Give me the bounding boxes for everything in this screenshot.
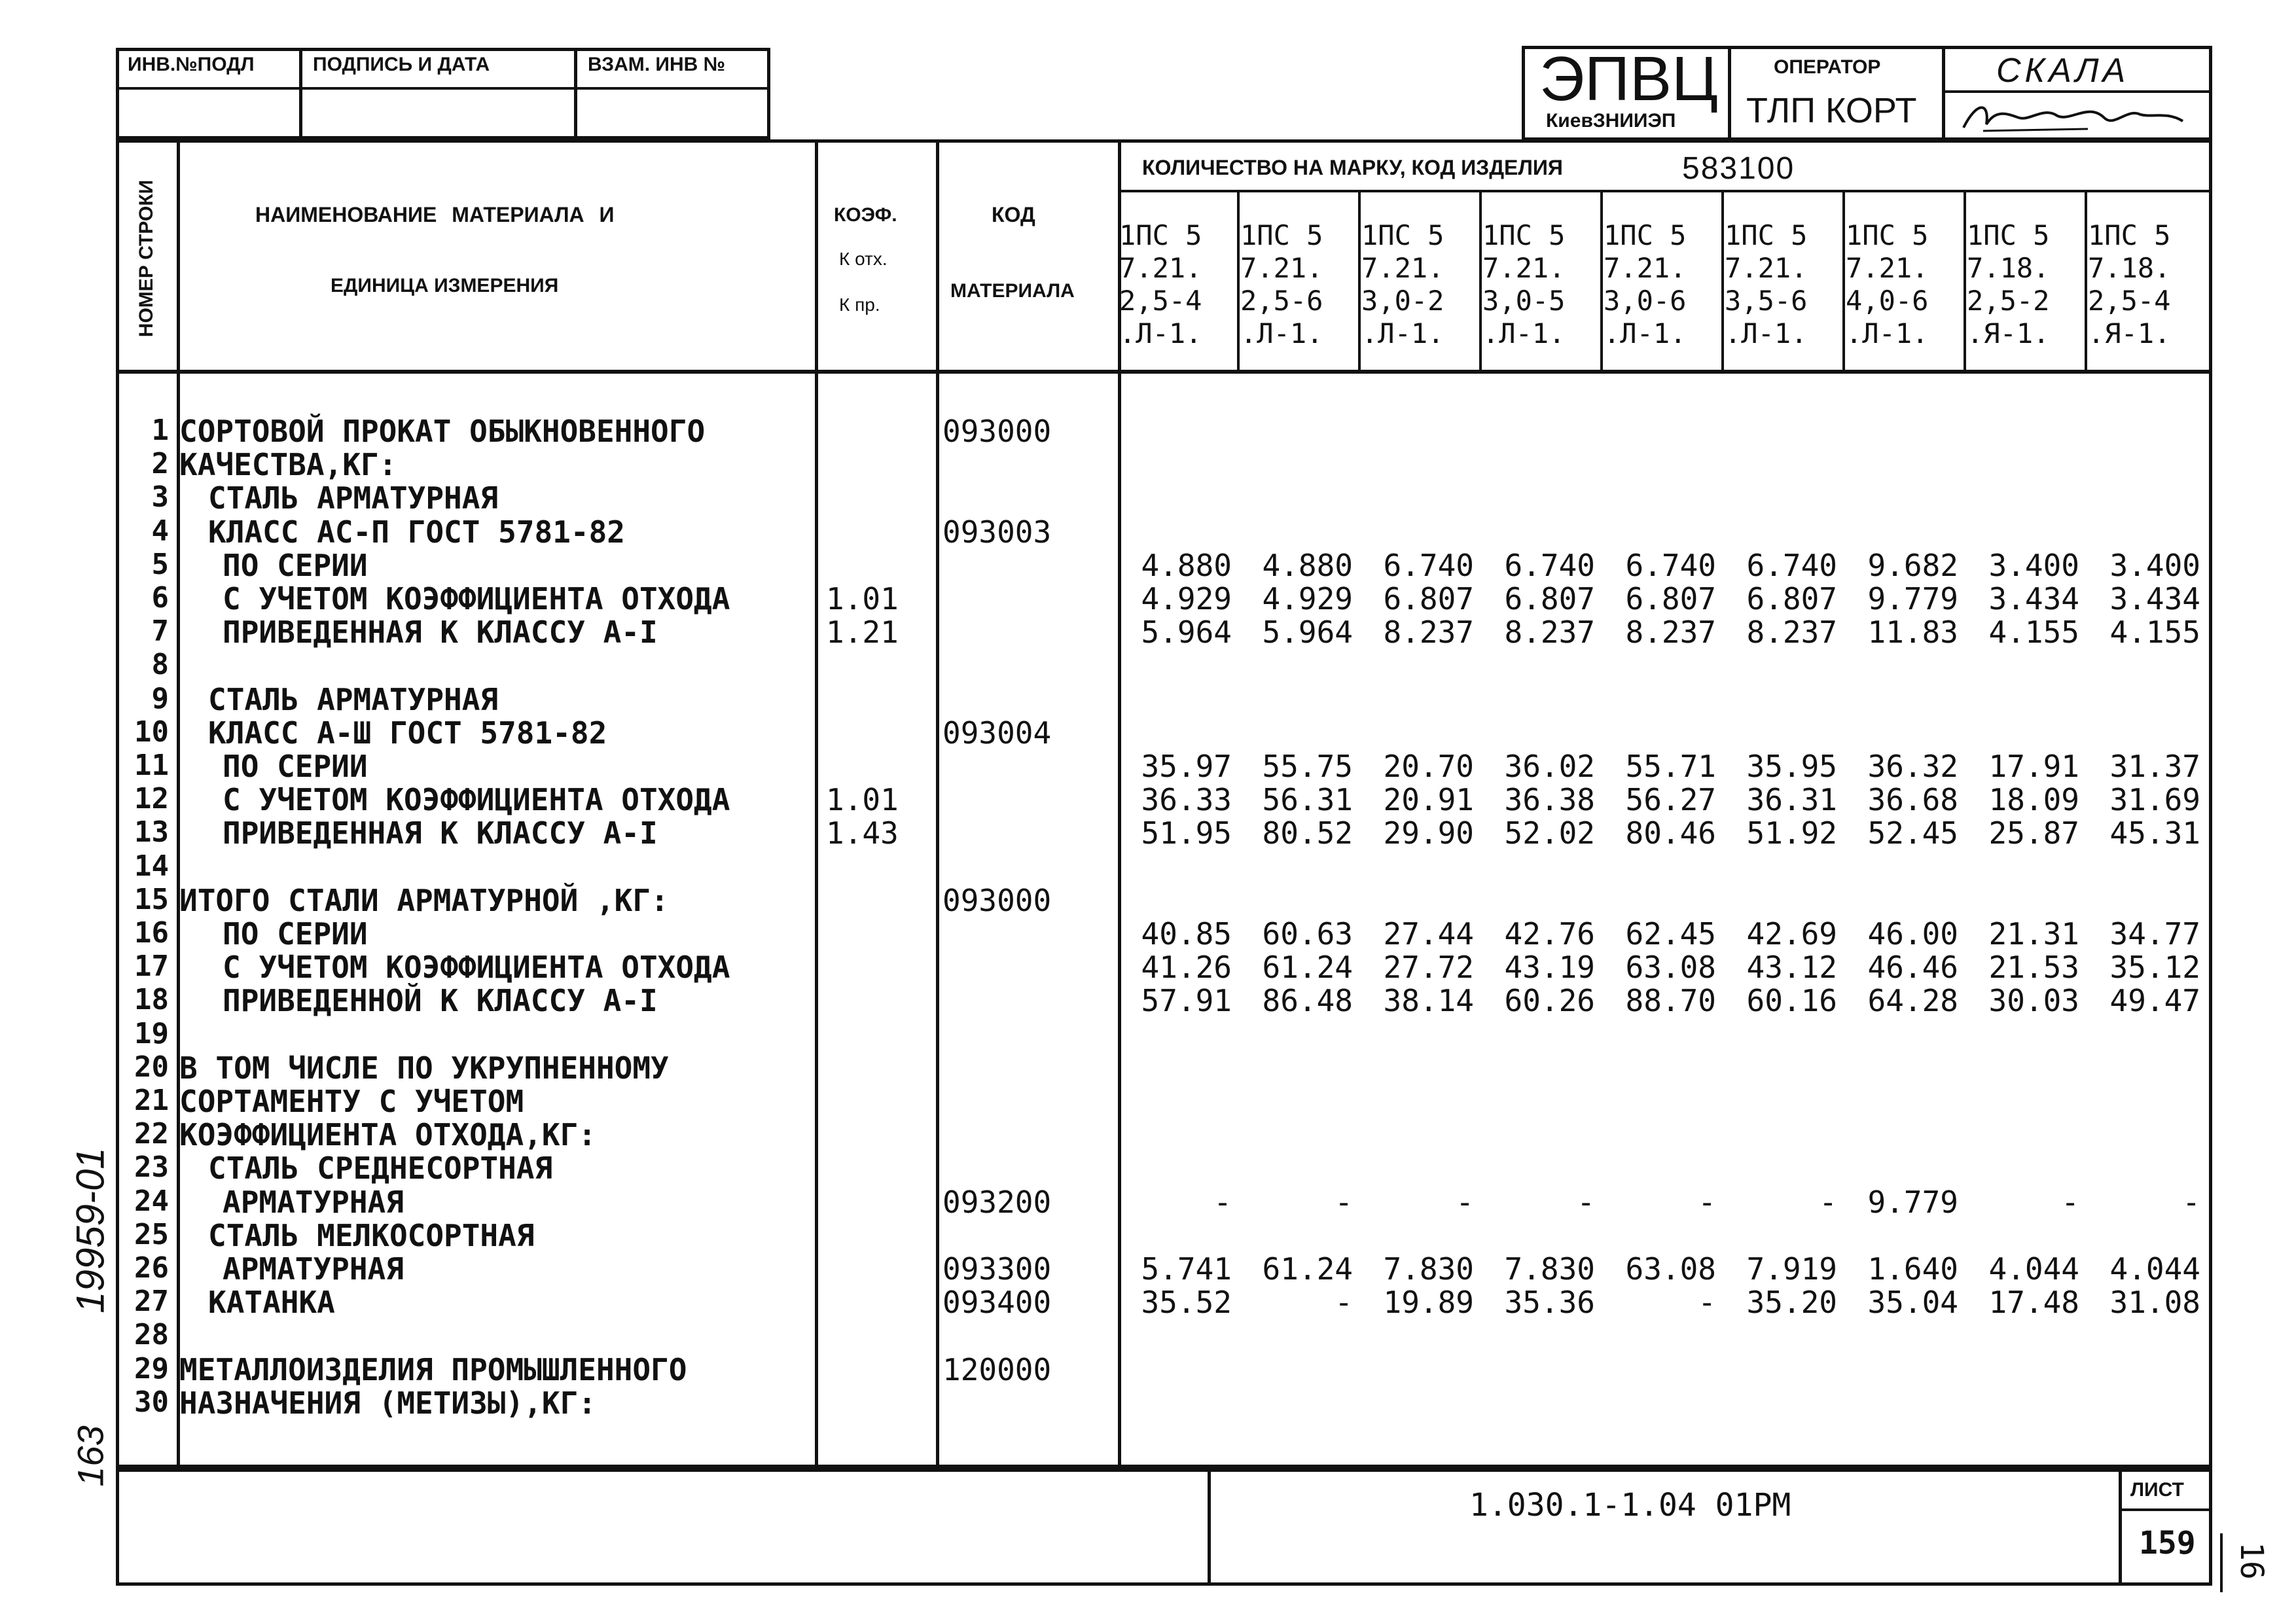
row-material-code: 093400 [942, 1285, 1052, 1321]
row-value: 36.31 [1746, 782, 1837, 818]
mark-header-line: 7.21. [1725, 252, 1808, 284]
stamp-inv-label: ИНВ.№ПОДЛ [128, 54, 255, 75]
row-value: 5.741 [1141, 1251, 1232, 1287]
row-value: 60.26 [1504, 983, 1595, 1019]
row-value: 45.31 [2109, 815, 2200, 851]
mark-header-line: 1ПС 5 [1482, 219, 1566, 251]
row-value: 34.77 [2109, 916, 2200, 952]
row-label: В ТОМ ЧИСЛЕ ПО УКРУПНЕННОМУ [179, 1050, 669, 1086]
row-value: 86.48 [1262, 983, 1353, 1019]
row-value: - [2061, 1184, 2079, 1220]
row-value: 20.70 [1383, 749, 1474, 784]
row-value: 17.48 [1988, 1285, 2079, 1321]
row-number: 13 [134, 815, 169, 849]
row-coefficient: 1.01 [826, 581, 899, 616]
org-name: ЭПВЦ [1539, 44, 1719, 114]
mark-header-line: .Л-1. [1482, 317, 1566, 349]
row-label: СОРТАМЕНТУ С УЧЕТОМ [179, 1084, 524, 1119]
row-value: 35.04 [1867, 1285, 1958, 1321]
row-material-code: 093004 [942, 715, 1052, 751]
row-value: 6.740 [1504, 547, 1595, 583]
row-value: 56.27 [1625, 782, 1716, 818]
row-value: 6.740 [1625, 547, 1716, 583]
sheet-label: ЛИСТ [2130, 1479, 2184, 1501]
mark-header-line: 7.21. [1119, 252, 1202, 284]
row-value: 36.38 [1504, 782, 1595, 818]
mark-header-line: 3,0-2 [1361, 285, 1444, 317]
stamp-replace-label: ВЗАМ. ИНВ № [588, 54, 726, 75]
row-value: 11.83 [1867, 615, 1958, 651]
row-value: 49.47 [2109, 983, 2200, 1019]
row-value: 6.740 [1746, 547, 1837, 583]
row-value: 5.964 [1262, 615, 1353, 651]
material-header-line2: ЕДИНИЦА ИЗМЕРЕНИЯ [331, 275, 559, 296]
row-value: 36.32 [1867, 749, 1958, 784]
row-label: ПО СЕРИИ [223, 547, 368, 583]
quantity-header: КОЛИЧЕСТВО НА МАРКУ, КОД ИЗДЕЛИЯ [1142, 156, 1563, 179]
row-label: ПРИВЕДЕННАЯ К КЛАССУ А-I [223, 615, 658, 651]
row-number-header: НОМЕР СТРОКИ [135, 179, 157, 338]
row-value: 4.155 [1988, 615, 2079, 651]
row-number: 23 [134, 1150, 169, 1185]
row-value: 27.44 [1383, 916, 1474, 952]
row-number: 25 [134, 1217, 169, 1251]
mark-header-line: 3,0-5 [1482, 285, 1566, 317]
row-value: - [1577, 1184, 1595, 1220]
row-number: 28 [134, 1318, 169, 1352]
row-number: 20 [134, 1050, 169, 1084]
row-number: 5 [151, 547, 169, 581]
row-value: 21.31 [1988, 916, 2079, 952]
row-number: 17 [134, 950, 169, 984]
mark-header-line: 2,5-4 [1119, 285, 1202, 317]
row-value: 35.95 [1746, 749, 1837, 784]
row-label: КЛАСС А-Ш ГОСТ 5781-82 [208, 715, 607, 751]
row-value: 8.237 [1625, 615, 1716, 651]
row-value: 1.640 [1867, 1251, 1958, 1287]
row-number: 2 [151, 447, 169, 481]
row-value: 51.95 [1141, 815, 1232, 851]
org-subtitle: КиевЗНИИЭП [1546, 110, 1676, 132]
mark-header-line: 7.18. [1967, 252, 2050, 284]
row-number: 10 [134, 715, 169, 749]
row-label: СТАЛЬ СРЕДНЕСОРТНАЯ [208, 1150, 553, 1186]
row-value: 55.75 [1262, 749, 1353, 784]
row-number: 30 [134, 1385, 169, 1419]
row-value: 7.830 [1383, 1251, 1474, 1287]
row-material-code: 093300 [942, 1251, 1052, 1287]
row-value: 63.08 [1625, 1251, 1716, 1287]
row-number: 3 [151, 480, 169, 514]
mark-header-line: 1ПС 5 [1846, 219, 1929, 251]
mark-header-line: 7.21. [1240, 252, 1323, 284]
row-value: 6.807 [1746, 581, 1837, 616]
row-value: 21.53 [1988, 950, 2079, 986]
mark-header-line: 7.21. [1604, 252, 1687, 284]
row-label: ПО СЕРИИ [223, 916, 368, 952]
row-number: 15 [134, 882, 169, 916]
row-label: СОРТОВОЙ ПРОКАТ ОБЫКНОВЕННОГО [179, 414, 706, 449]
row-number: 6 [151, 581, 169, 615]
row-value: 8.237 [1504, 615, 1595, 651]
row-value: 20.91 [1383, 782, 1474, 818]
mark-header-line: .Л-1. [1846, 317, 1929, 349]
signature-mark [1957, 95, 2199, 141]
row-value: - [1698, 1184, 1716, 1220]
row-value: 4.929 [1262, 581, 1353, 616]
footer-frame [116, 1468, 2212, 1586]
row-value: 42.69 [1746, 916, 1837, 952]
mark-header-line: .Л-1. [1361, 317, 1444, 349]
row-value: 55.71 [1625, 749, 1716, 784]
material-header-line1: НАИМЕНОВАНИЕ МАТЕРИАЛА И [255, 203, 615, 226]
mark-header-line: 7.21. [1482, 252, 1566, 284]
row-number: 7 [151, 615, 169, 649]
row-value: - [1819, 1184, 1837, 1220]
operator-value: ТЛП КОРТ [1746, 91, 1917, 130]
row-number: 9 [151, 681, 169, 715]
row-number: 21 [134, 1084, 169, 1117]
row-value: 3.400 [2109, 547, 2200, 583]
row-material-code: 120000 [942, 1351, 1052, 1387]
row-number: 12 [134, 782, 169, 816]
mark-header-line: .Я-1. [2088, 317, 2171, 349]
row-material-code: 093200 [942, 1184, 1052, 1220]
row-value: 3.400 [1988, 547, 2079, 583]
row-material-code: 093000 [942, 414, 1052, 449]
row-value: 60.16 [1746, 983, 1837, 1019]
document-code: 1.030.1-1.04 01РМ [1469, 1487, 1791, 1524]
row-value: 6.807 [1504, 581, 1595, 616]
row-number: 22 [134, 1117, 169, 1151]
row-value: 88.70 [1625, 983, 1716, 1019]
row-number: 27 [134, 1285, 169, 1319]
row-value: 6.807 [1383, 581, 1474, 616]
row-value: 9.779 [1867, 581, 1958, 616]
mark-header-line: .Л-1. [1604, 317, 1687, 349]
row-value: 17.91 [1988, 749, 2079, 784]
mark-header-line: 1ПС 5 [1361, 219, 1444, 251]
row-number: 14 [134, 849, 169, 883]
row-value: 56.31 [1262, 782, 1353, 818]
mark-header-line: 1ПС 5 [1604, 219, 1687, 251]
row-label: СТАЛЬ МЕЛКОСОРТНАЯ [208, 1217, 535, 1253]
mark-header-line: 1ПС 5 [1240, 219, 1323, 251]
row-value: - [1335, 1285, 1353, 1321]
row-label: С УЧЕТОМ КОЭФФИЦИЕНТА ОТХОДА [223, 950, 730, 986]
row-value: 18.09 [1988, 782, 2079, 818]
row-value: 5.964 [1141, 615, 1232, 651]
mark-header-line: 1ПС 5 [1967, 219, 2050, 251]
row-value: 43.19 [1504, 950, 1595, 986]
row-value: 52.02 [1504, 815, 1595, 851]
mark-header-line: 7.21. [1361, 252, 1444, 284]
row-number: 11 [134, 749, 169, 782]
row-number: 18 [134, 983, 169, 1017]
mark-header-line: 2,5-4 [2088, 285, 2171, 317]
row-label: МЕТАЛЛОИЗДЕЛИЯ ПРОМЫШЛЕННОГО [179, 1351, 687, 1387]
row-value: 43.12 [1746, 950, 1837, 986]
operator-label: ОПЕРАТОР [1774, 56, 1881, 78]
mark-header-line: 1ПС 5 [1725, 219, 1808, 251]
row-value: 63.08 [1625, 950, 1716, 986]
row-value: 36.33 [1141, 782, 1232, 818]
row-value: 31.08 [2109, 1285, 2200, 1321]
row-label: С УЧЕТОМ КОЭФФИЦИЕНТА ОТХОДА [223, 782, 730, 818]
row-coefficient: 1.43 [826, 815, 899, 851]
row-value: 29.90 [1383, 815, 1474, 851]
row-value: 36.02 [1504, 749, 1595, 784]
row-label: ПРИВЕДЕННОЙ К КЛАССУ А-I [223, 983, 658, 1019]
row-number: 16 [134, 916, 169, 950]
row-value: 57.91 [1141, 983, 1232, 1019]
row-value: 41.26 [1141, 950, 1232, 986]
row-coefficient: 1.21 [826, 615, 899, 651]
row-value: 4.929 [1141, 581, 1232, 616]
row-value: 40.85 [1141, 916, 1232, 952]
mark-header-line: 2,5-2 [1967, 285, 2050, 317]
row-value: 31.37 [2109, 749, 2200, 784]
row-value: 46.00 [1867, 916, 1958, 952]
mark-header-line: 3,0-6 [1604, 285, 1687, 317]
row-value: 8.237 [1383, 615, 1474, 651]
row-value: 4.044 [1988, 1251, 2079, 1287]
row-value: 51.92 [1746, 815, 1837, 851]
mark-header-line: .Л-1. [1240, 317, 1323, 349]
product-code: 583100 [1682, 151, 1795, 186]
row-value: 6.807 [1625, 581, 1716, 616]
row-value: 38.14 [1383, 983, 1474, 1019]
row-label: КОЭФФИЦИЕНТА ОТХОДА,КГ: [179, 1117, 596, 1153]
row-value: 52.45 [1867, 815, 1958, 851]
row-label: АРМАТУРНАЯ [223, 1184, 404, 1220]
row-value: 3.434 [2109, 581, 2200, 616]
row-value: - [1335, 1184, 1353, 1220]
row-coefficient: 1.01 [826, 782, 899, 818]
row-value: 80.46 [1625, 815, 1716, 851]
row-number: 19 [134, 1016, 169, 1050]
row-value: 64.28 [1867, 983, 1958, 1019]
row-value: 80.52 [1262, 815, 1353, 851]
row-value: - [2182, 1184, 2200, 1220]
row-value: 30.03 [1988, 983, 2079, 1019]
row-value: - [1213, 1184, 1232, 1220]
mark-header-line: .Л-1. [1119, 317, 1202, 349]
mark-header-line: .Л-1. [1725, 317, 1808, 349]
mark-header-line: 2,5-6 [1240, 285, 1323, 317]
row-label: НАЗНАЧЕНИЯ (МЕТИЗЫ),КГ: [179, 1385, 596, 1421]
mark-header-line: 4,0-6 [1846, 285, 1929, 317]
margin-page-number: 163 [69, 1425, 111, 1487]
row-number: 4 [151, 514, 169, 548]
machine-name: СКАЛА [1996, 52, 2130, 90]
row-value: 19.89 [1383, 1285, 1474, 1321]
row-label: КАЧЕСТВА,КГ: [179, 447, 397, 483]
row-number: 26 [134, 1251, 169, 1285]
row-number: 29 [134, 1351, 169, 1385]
row-value: 31.69 [2109, 782, 2200, 818]
row-value: - [1698, 1285, 1716, 1321]
row-value: 6.740 [1383, 547, 1474, 583]
row-value: 35.52 [1141, 1285, 1232, 1321]
row-value: 27.72 [1383, 950, 1474, 986]
row-value: 25.87 [1988, 815, 2079, 851]
row-value: 61.24 [1262, 950, 1353, 986]
coef-header-line1: КОЭФ. [834, 204, 897, 226]
row-value: 7.919 [1746, 1251, 1837, 1287]
mark-header-line: 1ПС 5 [1119, 219, 1202, 251]
row-value: 4.155 [2109, 615, 2200, 651]
row-value: 36.68 [1867, 782, 1958, 818]
row-value: - [1456, 1184, 1474, 1220]
side-page-number: 16 [2233, 1542, 2270, 1580]
row-value: 9.682 [1867, 547, 1958, 583]
mark-header-line: 1ПС 5 [2088, 219, 2171, 251]
row-value: 35.20 [1746, 1285, 1837, 1321]
code-header-line2: МАТЕРИАЛА [950, 280, 1075, 302]
stamp-signature-label: ПОДПИСЬ И ДАТА [313, 54, 490, 75]
row-label: КАТАНКА [208, 1285, 335, 1321]
row-value: 35.36 [1504, 1285, 1595, 1321]
row-value: 3.434 [1988, 581, 2079, 616]
coef-header-line3: К пр. [839, 294, 880, 315]
mark-header-line: 7.21. [1846, 252, 1929, 284]
row-label: С УЧЕТОМ КОЭФФИЦИЕНТА ОТХОДА [223, 581, 730, 616]
sheet-number: 159 [2139, 1525, 2196, 1561]
row-label: ИТОГО СТАЛИ АРМАТУРНОЙ ,КГ: [179, 882, 669, 918]
row-label: ПО СЕРИИ [223, 749, 368, 784]
row-label: СТАЛЬ АРМАТУРНАЯ [208, 480, 499, 516]
row-label: СТАЛЬ АРМАТУРНАЯ [208, 681, 499, 717]
row-value: 8.237 [1746, 615, 1837, 651]
row-label: АРМАТУРНАЯ [223, 1251, 404, 1287]
row-number: 1 [151, 414, 169, 447]
row-value: 35.12 [2109, 950, 2200, 986]
row-value: 4.880 [1262, 547, 1353, 583]
row-value: 61.24 [1262, 1251, 1353, 1287]
row-value: 4.044 [2109, 1251, 2200, 1287]
row-number: 8 [151, 648, 169, 682]
row-value: 42.76 [1504, 916, 1595, 952]
row-value: 7.830 [1504, 1251, 1595, 1287]
row-label: ПРИВЕДЕННАЯ К КЛАССУ А-I [223, 815, 658, 851]
mark-header-line: 7.18. [2088, 252, 2171, 284]
row-value: 35.97 [1141, 749, 1232, 784]
row-material-code: 093003 [942, 514, 1052, 550]
mark-header-line: 3,5-6 [1725, 285, 1808, 317]
row-value: 60.63 [1262, 916, 1353, 952]
row-value: 46.46 [1867, 950, 1958, 986]
margin-archive-number: 19959-01 [68, 1147, 113, 1313]
row-number: 24 [134, 1184, 169, 1218]
row-value: 9.779 [1867, 1184, 1958, 1220]
row-label: КЛАСС АС-П ГОСТ 5781-82 [208, 514, 625, 550]
coef-header-line2: К отх. [839, 249, 888, 269]
row-material-code: 093000 [942, 882, 1052, 918]
mark-header-line: .Я-1. [1967, 317, 2050, 349]
code-header-line1: КОД [992, 203, 1035, 226]
row-value: 4.880 [1141, 547, 1232, 583]
row-value: 62.45 [1625, 916, 1716, 952]
